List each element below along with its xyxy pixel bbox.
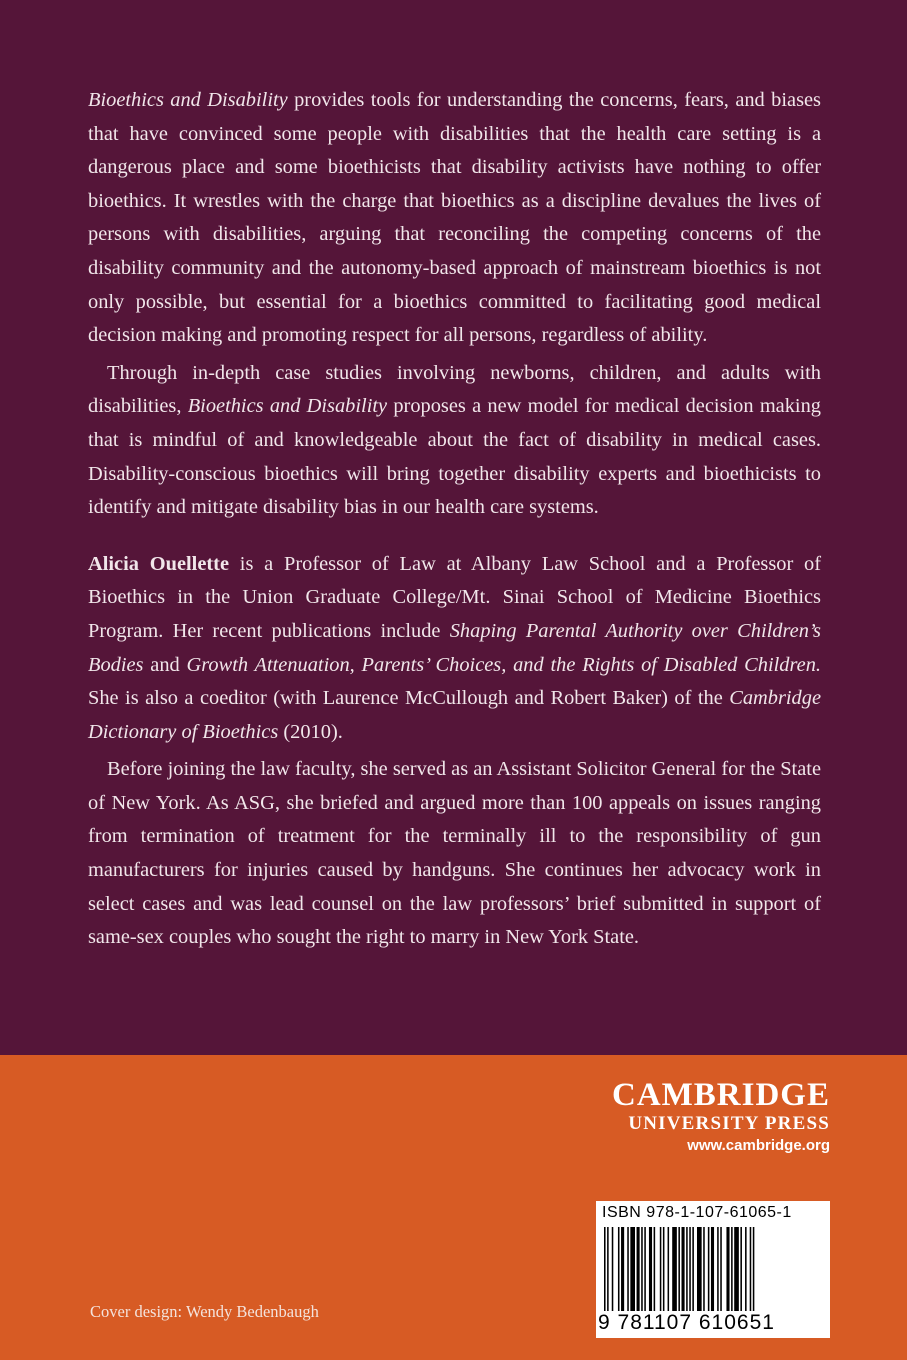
publisher-subtitle: UNIVERSITY PRESS [628,1113,830,1134]
barcode-bars-icon [602,1227,824,1311]
book-title: Bioethics and Disability [187,395,388,418]
author-bio-paragraph-1: Alicia Ouellette is a Professor of Law at Albany Law School and a Professor of Bioethics in the Union Graduate College/Mt. Sinai School of Medicine Bioethics Program. Her recent publications include Shaping Parental Authority over Children’s Bodies and Growth Attenuation, Parents’ Choices, and the Rights of Disabled Children. She is also a coeditor (with Laurence McCullough and Robert Baker) of the Cambridge Dictionary of Bioethics (2010). [88,552,822,743]
publication-title: Growth Attenuation, Parents’ Choices, and the Rights of Disabled Children. [186,653,822,676]
publication-title: Shaping Parental Authority over Children’s Bodies [88,619,821,676]
cover-design-credit: Cover design: Wendy Bedenbaugh [90,1302,319,1321]
book-title: Bioethics and Disability [88,89,288,111]
blurb-paragraph-1: Bioethics and Disability provides tools for understanding the concerns, fears, and biases that have convinced some people with disabilities that the health care setting is a dangerous place and some bioethicists that disability activists have nothing to offer bioethics. It wrestles with the charge that bioethics as a discipline devalues the lives of persons with disabilities, arguing that reconciling the competing concerns of the disability community and the autonomy-based approach of mainstream bioethics is not only possible, but essential for a bioethics committed to facilitating good medical decision making and promoting respect for all persons, regardless of ability. [88,89,821,347]
publisher-url: www.cambridge.org [687,1137,830,1154]
author-name: Alicia Ouellette [88,552,230,575]
blurb-paragraph-2: Through in-depth case studies involving newborns, children, and adults with disabilities, Bioethics and Disability proposes a new model for medical decision making that is mindful of and knowledgeable about the fact of disability in medical cases. Disability-conscious bioethics will bring together disability experts and bioethicists to identify and mitigate disability bias in our health care systems. [88,361,821,519]
barcode-digits: 9 781107 610651 [598,1311,775,1334]
isbn-barcode [596,1201,830,1338]
publication-title: Cambridge Dictionary of Bioethics [88,687,821,743]
isbn-label: ISBN 978-1-107-61065-1 [602,1204,792,1221]
publisher-name: CAMBRIDGE [611,1077,830,1113]
author-bio-paragraph-2: Before joining the law faculty, she served as an Assistant Solicitor General for the State of New York. As ASG, she briefed and argued more than 100 appeals on issues ranging from termination of treatment for the terminally ill to the responsibility of gun manufacturers for injuries caused by handguns. She continues her advocacy work in select cases and was lead counsel on the law professors’ brief submitted in support of same-sex couples who sought the right to marry in New York State. [88,758,821,949]
cover-blurb [88,84,821,955]
publisher-logo [612,1077,830,1157]
